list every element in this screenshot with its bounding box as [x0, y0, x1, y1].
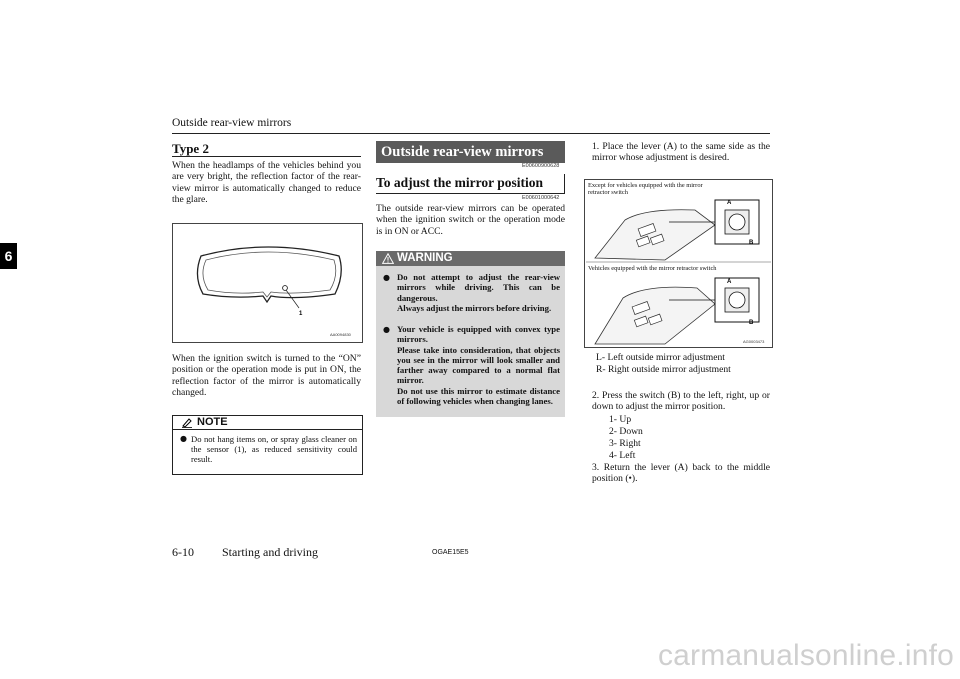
subsection-tick — [564, 174, 565, 194]
section-code: E00600900628 — [522, 163, 560, 169]
chapter-tab: 6 — [0, 243, 17, 269]
bullet-icon: ● — [180, 434, 187, 443]
label-b: B — [749, 320, 754, 326]
paragraph-ignition: When the ignition switch is turned to the “ON” position or the operation mode is put in ON, the reflection factor of the mirror is automatically changed. — [172, 353, 361, 399]
note-text: Do not hang items on, or spray glass cleaner on the sensor (1), as reduced sensitivity could result. — [191, 434, 357, 465]
figure-code: AG0003473 — [743, 339, 765, 344]
warning-item-2: Your vehicle is equipped with convex type mirrors. Please take into consideration, that objects you see in the mirror will look smaller and farther away compared to a normal flat mirror. Do not use this mirror to estimate distance of following vehicles when changing lanes. — [397, 324, 560, 407]
paragraph-operation: The outside rear-view mirrors can be operated when the ignition switch or the operation mode is in ON or ACC. — [376, 203, 565, 237]
direction-up: 1- Up — [609, 414, 632, 425]
warning-header — [376, 251, 565, 266]
label-a: A — [727, 200, 732, 206]
header-rule — [172, 133, 770, 134]
subsection-code: E00601000642 — [522, 195, 560, 201]
note-box — [172, 415, 363, 475]
label-a: A — [727, 279, 732, 285]
mirror-switch-figure — [584, 179, 773, 348]
direction-left: 4- Left — [609, 450, 636, 461]
paragraph-glare: When the headlamps of the vehicles behind you are very bright, the reflection factor of the rear-view mirror is automatically changed to reduce the glare. — [172, 160, 361, 206]
note-icon — [181, 417, 193, 428]
figure-caption-bottom: Vehicles equipped with the mirror retractor switch — [588, 265, 717, 272]
subsection-rule — [376, 193, 565, 194]
type-title-rule — [172, 156, 361, 157]
rear-view-mirror-figure — [172, 223, 363, 343]
mirror-switch-illustration — [585, 180, 772, 347]
direction-down: 2- Down — [609, 426, 643, 437]
section-banner: Outside rear-view mirrors — [376, 141, 565, 163]
page-number: 6-10 — [172, 545, 194, 559]
subsection-title: To adjust the mirror position — [376, 175, 544, 190]
chapter-name: Starting and driving — [222, 545, 318, 559]
label-b: B — [749, 240, 754, 246]
figure-caption-top: Except for vehicles equipped with the mirror retractor switch — [588, 182, 703, 197]
figure-code: AA0094830 — [330, 332, 351, 337]
sensor-callout: 1 — [299, 311, 303, 317]
legend-left: L- Left outside mirror adjustment — [596, 352, 725, 363]
document-code: OGAE15E5 — [432, 549, 469, 556]
warning-heading: WARNING — [397, 252, 453, 264]
type-title: Type 2 — [172, 141, 209, 156]
bullet-icon: ● — [383, 325, 390, 334]
warning-box — [376, 251, 565, 417]
running-header: Outside rear-view mirrors — [172, 117, 292, 129]
bullet-icon: ● — [383, 273, 390, 282]
step-3: 3. Return the lever (A) back to the middle position (•). — [592, 462, 770, 485]
direction-right: 3- Right — [609, 438, 641, 449]
warning-icon — [382, 253, 394, 264]
watermark: carmanualsonline.info — [657, 639, 954, 672]
step-1: 1. Place the lever (A) to the same side as the mirror whose adjustment is desired. — [592, 141, 770, 164]
note-heading: NOTE — [197, 416, 228, 428]
rear-view-mirror-illustration — [173, 224, 362, 342]
warning-item-1: Do not attempt to adjust the rear-view mirrors while driving. This can be dangerous. Always adjust the mirrors before driving. — [397, 272, 560, 313]
step-2: 2. Press the switch (B) to the left, right, up or down to adjust the mirror position. — [592, 390, 770, 413]
legend-right: R- Right outside mirror adjustment — [596, 364, 731, 375]
note-header — [173, 416, 362, 430]
